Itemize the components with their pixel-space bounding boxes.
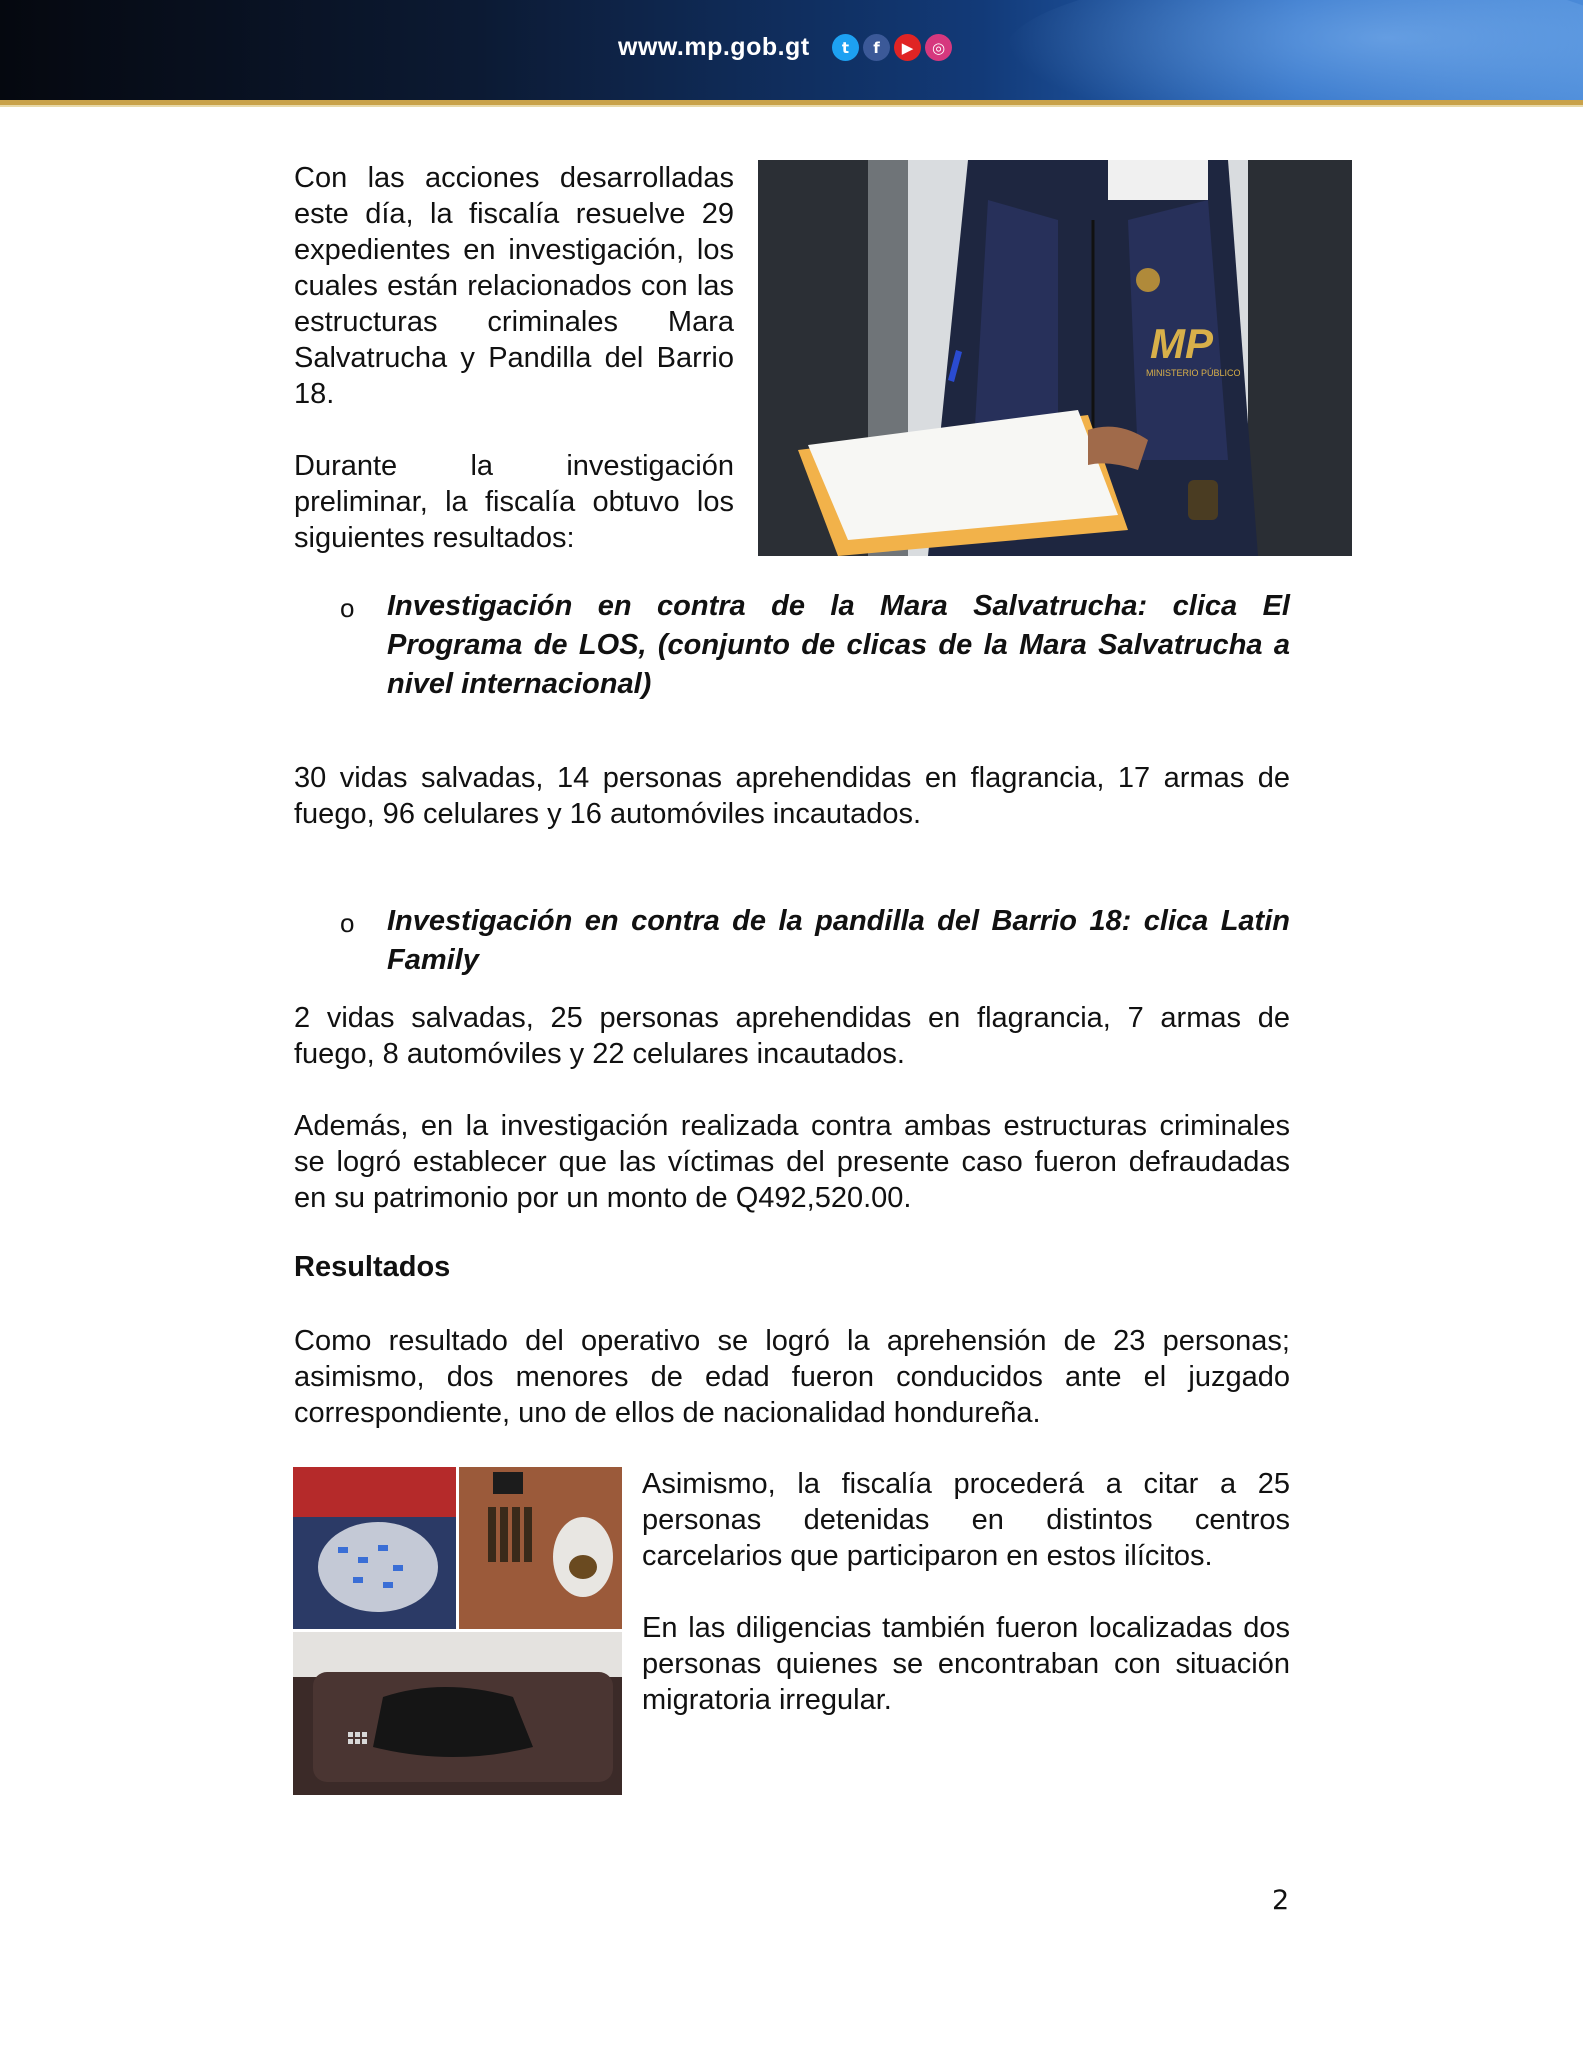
section-heading-resultados: Resultados <box>294 1251 451 1283</box>
banner-wave <box>1003 0 1583 100</box>
resultados-paragraph-1: Como resultado del operativo se logró la aprehensión de 23 personas; asimismo, dos menores de edad fueron conducidos ante el juzgado correspondiente, uno de ellos de nacionalidad hondureña. <box>294 1325 1290 1429</box>
header-divider-light <box>0 105 1583 107</box>
website-url[interactable]: www.mp.gob.gt <box>618 33 810 61</box>
intro-column <box>294 160 734 556</box>
intro-paragraph-1: Con las acciones desarrolladas este día, la fiscalía resuelve 29 expedientes en investigación, los cuales están relacionados con las estructuras criminales Mara Salvatrucha y Pandilla del Barrio 18. <box>294 162 734 410</box>
prosecutor-illustration <box>758 160 1352 556</box>
bullet-ms-investigation: Investigación en contra de la Mara Salvatrucha: clica El Programa de LOS, (conjunto de clicas de la Mara Salvatrucha a nivel internacional) <box>387 590 1290 700</box>
page-number: 2 <box>1272 1885 1290 1916</box>
vest-sublabel: MINISTERIO PÚBLICO <box>1146 368 1241 378</box>
bullet-barrio18-investigation: Investigación en contra de la pandilla del Barrio 18: clica Latin Family <box>387 905 1290 976</box>
bullet-marker: o <box>340 593 355 623</box>
header-banner <box>0 0 1583 100</box>
vest-logo: MP <box>1150 320 1213 367</box>
social-icons <box>832 34 952 61</box>
results-barrio18: 2 vidas salvadas, 25 personas aprehendidas en flagrancia, 7 armas de fuego, 8 automóviles y 22 celulares incautados. <box>294 1002 1290 1070</box>
resultados-paragraph-3: En las diligencias también fueron localizadas dos personas quienes se encontraban con situación migratoria irregular. <box>642 1612 1290 1716</box>
defraud-paragraph: Además, en la investigación realizada contra ambas estructuras criminales se logró establecer que las víctimas del presente caso fueron defraudadas en su patrimonio por un monto de Q492,520.00. <box>294 1110 1290 1214</box>
twitter-icon[interactable]: t <box>832 34 859 61</box>
resultados-paragraph-2: Asimismo, la fiscalía procederá a citar a 25 personas detenidas en distintos centros carcelarios que participaron en estos ilícitos. <box>642 1468 1290 1572</box>
photo-prosecutor-clipboard <box>758 160 1352 556</box>
youtube-icon[interactable]: ▶ <box>894 34 921 61</box>
facebook-icon[interactable]: f <box>863 34 890 61</box>
instagram-icon[interactable]: ◎ <box>925 34 952 61</box>
photo-seized-items <box>293 1467 622 1795</box>
bullet-marker: o <box>340 908 355 938</box>
seized-items-collage <box>293 1467 622 1795</box>
intro-paragraph-2: Durante la investigación preliminar, la fiscalía obtuvo los siguientes resultados: <box>294 450 734 554</box>
resultados-right-column <box>642 1466 1290 1718</box>
results-ms: 30 vidas salvadas, 14 personas aprehendidas en flagrancia, 17 armas de fuego, 96 celulares y 16 automóviles incautados. <box>294 762 1290 830</box>
